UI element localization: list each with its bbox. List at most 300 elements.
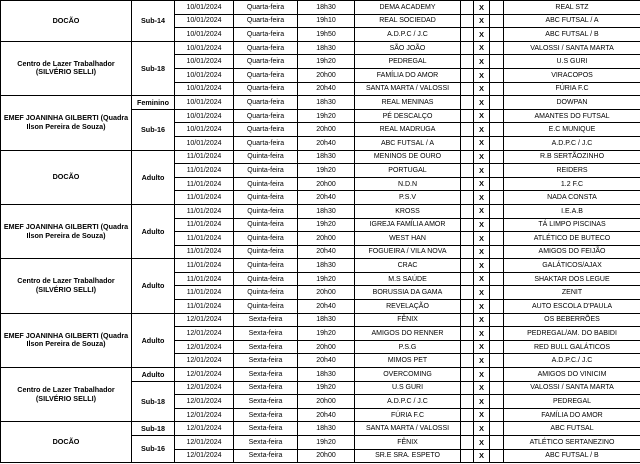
away-team-cell: ZENIT (504, 286, 640, 300)
spacer-cell (490, 136, 504, 150)
spacer-cell (461, 96, 474, 110)
spacer-cell (490, 436, 504, 450)
spacer-cell (490, 55, 504, 69)
spacer-cell (490, 232, 504, 246)
weekday-cell: Quinta-feira (234, 218, 298, 232)
spacer-cell (461, 136, 474, 150)
spacer-cell (461, 232, 474, 246)
time-cell: 19h20 (298, 436, 355, 450)
home-team-cell: N.D.N (355, 177, 461, 191)
versus-cell: X (474, 395, 490, 409)
away-team-cell: PEDREGAL (504, 395, 640, 409)
date-cell: 10/01/2024 (175, 14, 234, 28)
date-cell: 10/01/2024 (175, 109, 234, 123)
date-cell: 10/01/2024 (175, 136, 234, 150)
venue-cell: EMEF JOANINHA GILBERTI (Quadra Ilson Pereira de Souza) (1, 313, 132, 367)
home-team-cell: REAL MENINAS (355, 96, 461, 110)
date-cell: 10/01/2024 (175, 123, 234, 137)
weekday-cell: Sexta-feira (234, 354, 298, 368)
date-cell: 12/01/2024 (175, 354, 234, 368)
date-cell: 12/01/2024 (175, 395, 234, 409)
home-team-cell: KROSS (355, 204, 461, 218)
venue-cell: DOCÃO (1, 1, 132, 42)
away-team-cell: ABC FUTSAL / B (504, 449, 640, 463)
spacer-cell (490, 340, 504, 354)
home-team-cell: FÊNIX (355, 313, 461, 327)
weekday-cell: Quarta-feira (234, 82, 298, 96)
venue-cell: Centro de Lazer Trabalhador (SILVÉRIO SELLI) (1, 259, 132, 313)
time-cell: 20h00 (298, 123, 355, 137)
weekday-cell: Quarta-feira (234, 55, 298, 69)
spacer-cell (461, 449, 474, 463)
away-team-cell: SHAKTAR DOS LEGUE (504, 272, 640, 286)
time-cell: 20h40 (298, 300, 355, 314)
weekday-cell: Sexta-feira (234, 408, 298, 422)
versus-cell: X (474, 191, 490, 205)
spacer-cell (490, 313, 504, 327)
home-team-cell: PEDREGAL (355, 55, 461, 69)
spacer-cell (461, 354, 474, 368)
versus-cell: X (474, 449, 490, 463)
time-cell: 19h20 (298, 109, 355, 123)
time-cell: 18h30 (298, 1, 355, 15)
date-cell: 11/01/2024 (175, 204, 234, 218)
spacer-cell (490, 272, 504, 286)
versus-cell: X (474, 150, 490, 164)
home-team-cell: A.D.P.C / J.C (355, 28, 461, 42)
time-cell: 20h40 (298, 408, 355, 422)
date-cell: 12/01/2024 (175, 340, 234, 354)
weekday-cell: Quarta-feira (234, 136, 298, 150)
spacer-cell (490, 300, 504, 314)
time-cell: 18h30 (298, 422, 355, 436)
category-cell: Sub-18 (132, 41, 175, 95)
versus-cell: X (474, 354, 490, 368)
home-team-cell: FÚRIA F.C (355, 408, 461, 422)
weekday-cell: Quinta-feira (234, 204, 298, 218)
time-cell: 20h40 (298, 354, 355, 368)
time-cell: 19h20 (298, 381, 355, 395)
versus-cell: X (474, 136, 490, 150)
spacer-cell (490, 150, 504, 164)
time-cell: 19h20 (298, 164, 355, 178)
away-team-cell: VIRACOPOS (504, 68, 640, 82)
date-cell: 10/01/2024 (175, 68, 234, 82)
weekday-cell: Quinta-feira (234, 300, 298, 314)
versus-cell: X (474, 82, 490, 96)
weekday-cell: Sexta-feira (234, 449, 298, 463)
time-cell: 19h20 (298, 272, 355, 286)
home-team-cell: M.S SAÚDE (355, 272, 461, 286)
spacer-cell (461, 164, 474, 178)
venue-cell: EMEF JOANINHA GILBERTI (Quadra Ilson Pereira de Souza) (1, 96, 132, 150)
away-team-cell: ABC FUTSAL / B (504, 28, 640, 42)
spacer-cell (461, 422, 474, 436)
away-team-cell: PEDREGAL/AM. DO BABIDI (504, 327, 640, 341)
spacer-cell (461, 395, 474, 409)
spacer-cell (461, 123, 474, 137)
match-row (1, 41, 640, 55)
weekday-cell: Quinta-feira (234, 259, 298, 273)
time-cell: 19h10 (298, 14, 355, 28)
weekday-cell: Quarta-feira (234, 28, 298, 42)
date-cell: 10/01/2024 (175, 1, 234, 15)
away-team-cell: FAMÍLIA DO AMOR (504, 408, 640, 422)
away-team-cell: OS BEBERRÕES (504, 313, 640, 327)
date-cell: 11/01/2024 (175, 150, 234, 164)
away-team-cell: AMANTES DO FUTSAL (504, 109, 640, 123)
home-team-cell: SANTA MARTA / VALOSSI (355, 82, 461, 96)
time-cell: 18h30 (298, 41, 355, 55)
spacer-cell (490, 327, 504, 341)
venue-cell: DOCÃO (1, 422, 132, 463)
match-row (1, 422, 640, 436)
venue-cell: Centro de Lazer Trabalhador (SILVÉRIO SELLI) (1, 368, 132, 422)
spacer-cell (461, 272, 474, 286)
spacer-cell (490, 381, 504, 395)
spacer-cell (461, 436, 474, 450)
spacer-cell (461, 218, 474, 232)
category-cell: Adulto (132, 150, 175, 204)
away-team-cell: NADA CONSTA (504, 191, 640, 205)
time-cell: 20h00 (298, 395, 355, 409)
category-cell: Sub-16 (132, 109, 175, 150)
home-team-cell: FAMÍLIA DO AMOR (355, 68, 461, 82)
time-cell: 18h30 (298, 368, 355, 382)
spacer-cell (461, 150, 474, 164)
versus-cell: X (474, 340, 490, 354)
weekday-cell: Quarta-feira (234, 109, 298, 123)
date-cell: 12/01/2024 (175, 449, 234, 463)
home-team-cell: DEMA ACADEMY (355, 1, 461, 15)
spacer-cell (490, 191, 504, 205)
home-team-cell: SANTA MARTA / VALOSSI (355, 422, 461, 436)
home-team-cell: FOGUEIRA / VILA NOVA (355, 245, 461, 259)
versus-cell: X (474, 68, 490, 82)
away-team-cell: ABC FUTSAL / A (504, 14, 640, 28)
away-team-cell: R.B SERTÃOZINHO (504, 150, 640, 164)
spacer-cell (461, 286, 474, 300)
weekday-cell: Quinta-feira (234, 272, 298, 286)
home-team-cell: WEST HAN (355, 232, 461, 246)
spacer-cell (490, 368, 504, 382)
away-team-cell: RED BULL GALÁTICOS (504, 340, 640, 354)
weekday-cell: Quarta-feira (234, 41, 298, 55)
away-team-cell: ATLÉTICO DE BUTECO (504, 232, 640, 246)
match-row (1, 259, 640, 273)
date-cell: 11/01/2024 (175, 191, 234, 205)
versus-cell: X (474, 1, 490, 15)
versus-cell: X (474, 327, 490, 341)
away-team-cell: E.C MUNIQUE (504, 123, 640, 137)
date-cell: 11/01/2024 (175, 245, 234, 259)
away-team-cell: ABC FUTSAL (504, 422, 640, 436)
date-cell: 10/01/2024 (175, 82, 234, 96)
away-team-cell: REAL STZ (504, 1, 640, 15)
versus-cell: X (474, 218, 490, 232)
date-cell: 11/01/2024 (175, 164, 234, 178)
weekday-cell: Sexta-feira (234, 381, 298, 395)
weekday-cell: Quarta-feira (234, 14, 298, 28)
category-cell: Feminino (132, 96, 175, 110)
spacer-cell (490, 41, 504, 55)
spacer-cell (490, 14, 504, 28)
weekday-cell: Sexta-feira (234, 340, 298, 354)
home-team-cell: REAL SOCIEDAD (355, 14, 461, 28)
spacer-cell (490, 395, 504, 409)
venue-cell: Centro de Lazer Trabalhador (SILVÉRIO SELLI) (1, 41, 132, 95)
home-team-cell: SR.E SRA. ESPETO (355, 449, 461, 463)
versus-cell: X (474, 28, 490, 42)
away-team-cell: A.D.P.C / J.C (504, 136, 640, 150)
spacer-cell (461, 204, 474, 218)
away-team-cell: GALÁTICOS/AJAX (504, 259, 640, 273)
spacer-cell (490, 449, 504, 463)
weekday-cell: Sexta-feira (234, 368, 298, 382)
versus-cell: X (474, 408, 490, 422)
time-cell: 20h00 (298, 286, 355, 300)
date-cell: 11/01/2024 (175, 259, 234, 273)
schedule-body (1, 1, 640, 463)
away-team-cell: AMIGOS DO FEIJÃO (504, 245, 640, 259)
spacer-cell (461, 68, 474, 82)
home-team-cell: P.S.G (355, 340, 461, 354)
spacer-cell (461, 177, 474, 191)
versus-cell: X (474, 41, 490, 55)
spacer-cell (490, 28, 504, 42)
weekday-cell: Quinta-feira (234, 232, 298, 246)
weekday-cell: Sexta-feira (234, 395, 298, 409)
home-team-cell: REVELAÇÃO (355, 300, 461, 314)
time-cell: 20h40 (298, 136, 355, 150)
category-cell: Sub-18 (132, 381, 175, 422)
versus-cell: X (474, 55, 490, 69)
home-team-cell: CRAC (355, 259, 461, 273)
date-cell: 10/01/2024 (175, 96, 234, 110)
weekday-cell: Quinta-feira (234, 191, 298, 205)
weekday-cell: Quinta-feira (234, 245, 298, 259)
time-cell: 20h00 (298, 232, 355, 246)
spacer-cell (490, 354, 504, 368)
date-cell: 12/01/2024 (175, 313, 234, 327)
spacer-cell (490, 123, 504, 137)
time-cell: 20h40 (298, 82, 355, 96)
date-cell: 12/01/2024 (175, 436, 234, 450)
date-cell: 11/01/2024 (175, 286, 234, 300)
time-cell: 19h20 (298, 55, 355, 69)
weekday-cell: Quarta-feira (234, 96, 298, 110)
category-cell: Sub-14 (132, 1, 175, 42)
date-cell: 11/01/2024 (175, 300, 234, 314)
category-cell: Sub-18 (132, 422, 175, 436)
spacer-cell (490, 245, 504, 259)
time-cell: 19h50 (298, 28, 355, 42)
category-cell: Adulto (132, 259, 175, 313)
away-team-cell: VALOSSI / SANTA MARTA (504, 381, 640, 395)
home-team-cell: PORTUGAL (355, 164, 461, 178)
date-cell: 12/01/2024 (175, 408, 234, 422)
home-team-cell: U.S GURI (355, 381, 461, 395)
away-team-cell: TÁ LIMPO PISCINAS (504, 218, 640, 232)
weekday-cell: Quinta-feira (234, 177, 298, 191)
home-team-cell: PÉ DESCALÇO (355, 109, 461, 123)
spacer-cell (490, 218, 504, 232)
home-team-cell: BORUSSIA DA GAMA (355, 286, 461, 300)
away-team-cell: AUTO ESCOLA D'PAULA (504, 300, 640, 314)
spacer-cell (490, 1, 504, 15)
spacer-cell (490, 259, 504, 273)
weekday-cell: Quarta-feira (234, 1, 298, 15)
category-cell: Adulto (132, 313, 175, 367)
spacer-cell (461, 381, 474, 395)
home-team-cell: IGREJA FAMÍLIA AMOR (355, 218, 461, 232)
spacer-cell (461, 245, 474, 259)
versus-cell: X (474, 259, 490, 273)
spacer-cell (461, 340, 474, 354)
versus-cell: X (474, 232, 490, 246)
spacer-cell (461, 327, 474, 341)
versus-cell: X (474, 245, 490, 259)
home-team-cell: OVERCOMING (355, 368, 461, 382)
spacer-cell (461, 28, 474, 42)
versus-cell: X (474, 14, 490, 28)
spacer-cell (461, 191, 474, 205)
spacer-cell (490, 82, 504, 96)
away-team-cell: DOWPAN (504, 96, 640, 110)
date-cell: 10/01/2024 (175, 55, 234, 69)
spacer-cell (461, 300, 474, 314)
away-team-cell: 1.2 F.C (504, 177, 640, 191)
date-cell: 11/01/2024 (175, 218, 234, 232)
spacer-cell (461, 408, 474, 422)
away-team-cell: ATLÉTICO SERTANEZINO (504, 436, 640, 450)
time-cell: 20h00 (298, 340, 355, 354)
versus-cell: X (474, 109, 490, 123)
versus-cell: X (474, 422, 490, 436)
away-team-cell: VALOSSI / SANTA MARTA (504, 41, 640, 55)
category-cell: Adulto (132, 204, 175, 258)
spacer-cell (490, 422, 504, 436)
time-cell: 20h00 (298, 449, 355, 463)
home-team-cell: SÃO JOÃO (355, 41, 461, 55)
venue-cell: DOCÃO (1, 150, 132, 204)
spacer-cell (461, 1, 474, 15)
date-cell: 12/01/2024 (175, 368, 234, 382)
time-cell: 20h00 (298, 177, 355, 191)
spacer-cell (490, 286, 504, 300)
home-team-cell: ABC FUTSAL / A (355, 136, 461, 150)
weekday-cell: Quinta-feira (234, 150, 298, 164)
versus-cell: X (474, 96, 490, 110)
versus-cell: X (474, 123, 490, 137)
match-row (1, 204, 640, 218)
away-team-cell: U.S GURI (504, 55, 640, 69)
match-row (1, 96, 640, 110)
versus-cell: X (474, 436, 490, 450)
home-team-cell: P.S.V (355, 191, 461, 205)
time-cell: 18h30 (298, 204, 355, 218)
time-cell: 19h20 (298, 218, 355, 232)
spacer-cell (490, 408, 504, 422)
weekday-cell: Quinta-feira (234, 164, 298, 178)
spacer-cell (490, 204, 504, 218)
spacer-cell (461, 313, 474, 327)
time-cell: 18h30 (298, 259, 355, 273)
weekday-cell: Sexta-feira (234, 313, 298, 327)
date-cell: 12/01/2024 (175, 422, 234, 436)
weekday-cell: Sexta-feira (234, 327, 298, 341)
versus-cell: X (474, 204, 490, 218)
venue-cell: EMEF JOANINHA GILBERTI (Quadra Ilson Pereira de Souza) (1, 204, 132, 258)
home-team-cell: MENINOS DE OURO (355, 150, 461, 164)
time-cell: 20h00 (298, 68, 355, 82)
time-cell: 20h40 (298, 191, 355, 205)
versus-cell: X (474, 368, 490, 382)
date-cell: 10/01/2024 (175, 28, 234, 42)
weekday-cell: Sexta-feira (234, 436, 298, 450)
date-cell: 10/01/2024 (175, 41, 234, 55)
versus-cell: X (474, 313, 490, 327)
weekday-cell: Quinta-feira (234, 286, 298, 300)
date-cell: 12/01/2024 (175, 327, 234, 341)
spacer-cell (490, 164, 504, 178)
home-team-cell: AMIGOS DO RENNER (355, 327, 461, 341)
versus-cell: X (474, 164, 490, 178)
home-team-cell: FÊNIX (355, 436, 461, 450)
date-cell: 12/01/2024 (175, 381, 234, 395)
time-cell: 20h40 (298, 245, 355, 259)
date-cell: 11/01/2024 (175, 232, 234, 246)
away-team-cell: I.E.A.B (504, 204, 640, 218)
home-team-cell: REAL MADRUGA (355, 123, 461, 137)
time-cell: 19h20 (298, 327, 355, 341)
versus-cell: X (474, 381, 490, 395)
versus-cell: X (474, 272, 490, 286)
time-cell: 18h30 (298, 96, 355, 110)
spacer-cell (461, 109, 474, 123)
spacer-cell (461, 82, 474, 96)
versus-cell: X (474, 286, 490, 300)
spacer-cell (490, 68, 504, 82)
weekday-cell: Quarta-feira (234, 123, 298, 137)
spacer-cell (461, 368, 474, 382)
home-team-cell: MIMOS PET (355, 354, 461, 368)
match-row (1, 368, 640, 382)
spacer-cell (490, 177, 504, 191)
away-team-cell: AMIGOS DO VINICIM (504, 368, 640, 382)
weekday-cell: Quarta-feira (234, 68, 298, 82)
match-row (1, 313, 640, 327)
away-team-cell: FÚRIA F.C (504, 82, 640, 96)
match-row (1, 1, 640, 15)
home-team-cell: A.D.P.C / J.C (355, 395, 461, 409)
away-team-cell: REIDERS (504, 164, 640, 178)
spacer-cell (461, 14, 474, 28)
match-row (1, 150, 640, 164)
spacer-cell (490, 96, 504, 110)
time-cell: 18h30 (298, 150, 355, 164)
date-cell: 11/01/2024 (175, 272, 234, 286)
away-team-cell: A.D.P.C./ J.C (504, 354, 640, 368)
spacer-cell (461, 41, 474, 55)
spacer-cell (490, 109, 504, 123)
date-cell: 11/01/2024 (175, 177, 234, 191)
versus-cell: X (474, 300, 490, 314)
spacer-cell (461, 55, 474, 69)
spacer-cell (461, 259, 474, 273)
category-cell: Sub-16 (132, 436, 175, 463)
category-cell: Adulto (132, 368, 175, 382)
